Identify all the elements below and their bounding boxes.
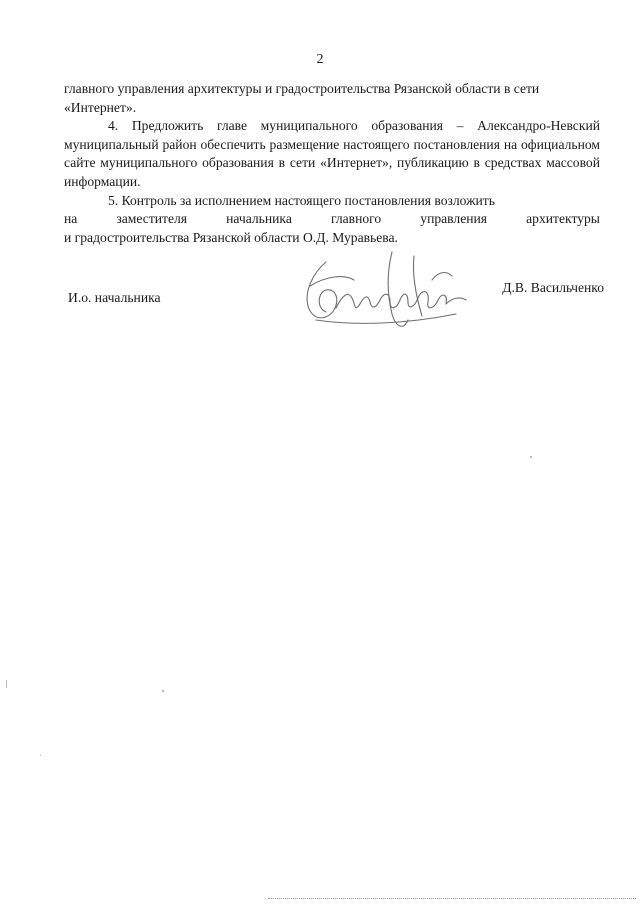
paragraph-item-5 (64, 192, 600, 248)
document-body (64, 80, 600, 247)
continuation-line-2: «Интернет». (64, 99, 137, 115)
scan-speck (40, 755, 41, 756)
handwritten-signature (296, 250, 476, 336)
item-5-line-3: и градостроительства Рязанской области О.Д. Муравьева. (64, 229, 398, 245)
paragraph-continuation (64, 80, 600, 117)
item-5-word: заместителя (116, 211, 188, 227)
item-5-word: на (64, 211, 78, 227)
item-5-word: начальника (226, 211, 292, 227)
signature-block (64, 280, 604, 336)
item-5-line-1-text: 5. Контроль за исполнением настоящего постановления возложить (108, 192, 495, 208)
item-5-word: архитектуры (526, 211, 600, 227)
signer-name: Д.В. Васильченко (502, 280, 604, 295)
scan-edge-line (268, 898, 636, 899)
signer-title: И.о. начальника (68, 290, 161, 305)
scan-speck (6, 680, 7, 688)
scan-speck (162, 690, 164, 692)
continuation-line-1: главного управления архитектуры и градостроительства Рязанской области в сети (64, 81, 540, 96)
item-5-word: главного (330, 211, 382, 227)
item-5-word: управления (420, 211, 488, 227)
page-number: 2 (316, 52, 324, 67)
item-5-line-1 (64, 192, 600, 211)
scan-speck (530, 456, 532, 458)
item-5-line-2 (64, 210, 600, 229)
paragraph-item-4: 4. Предложить главе муниципального образования – Александро-Невский муниципальный район обеспечить размещение настоящего постановления на официальном сайте муниципального образования в сети «Интернет», публикацию в средствах массовой информации. (64, 118, 600, 189)
